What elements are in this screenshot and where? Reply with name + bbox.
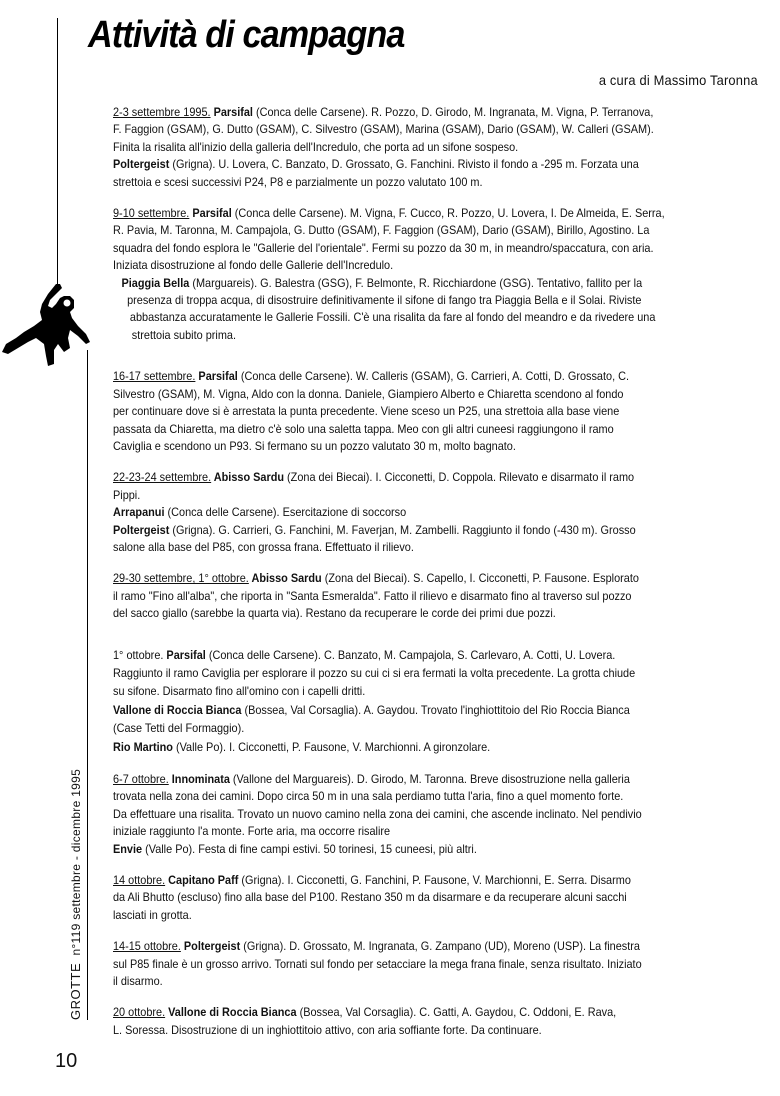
activity-log (113, 104, 763, 1039)
entry-text: (Case Tetti del Formaggio). (113, 722, 245, 736)
entry-text: (Bossea, Val Corsaglia). A. Gaydou. Trovato l'inghiottitoio del Rio Roccia Bianca (241, 703, 630, 717)
entry-2-3-settembre (113, 104, 762, 191)
entry-text: (Vallone del Marguareis). D. Girodo, M. Taronna. Breve disostruzione nella galleria (229, 773, 630, 786)
entry-text: Caviglia e scendono un P93. Si fermano su un pozzo valutato 30 m, molto bagnato. (113, 439, 516, 453)
cave-name: Envie (113, 842, 143, 856)
cave-name: Parsifal (195, 370, 238, 384)
entry-1-ottobre (113, 647, 762, 757)
journal-name: GROTTE (68, 962, 83, 1020)
entry-text: da Ali Bhutto (escluso) fino alla base del P100. Restano 350 m da disarmare e da recuperare alcuni sacchi (113, 891, 627, 905)
entry-date: 29-30 settembre, 1° ottobre. (113, 572, 249, 586)
cave-name: Parsifal (210, 106, 253, 119)
entry-text: L. Soressa. Disostruzione di un inghiottitoio attivo, con aria soffiante forte. Da continuare. (113, 1023, 542, 1037)
cave-name: Poltergeist (180, 940, 241, 954)
cave-name: Vallone di Roccia Bianca (165, 1006, 297, 1020)
entry-22-23-24-settembre (113, 469, 762, 556)
cave-name: Vallone di Roccia Bianca (113, 703, 242, 717)
issue-info: n°119 settembre - dicembre 1995 (69, 768, 83, 956)
entry-text: F. Faggion (GSAM), G. Dutto (GSAM), C. Silvestro (GSAM), Marina (GSAM), Dario (GSAM), W. Calleri (GSAM). (113, 123, 654, 137)
entry-9-10-settembre (113, 205, 762, 344)
entry-16-17-settembre (113, 368, 762, 455)
entry-text: Silvestro (GSAM), M. Vigna, Aldo con la donna. Daniele, Giampiero Alberto e Chiaretta scendono al fondo (113, 387, 624, 401)
entry-text: Da effettuare una risalita. Trovato un nuovo camino nella zona dei camini, che ascende inclinato. Nel pendivio (113, 807, 642, 821)
entry-text: su sifone. Disarmato fino all'omino con i capelli dritti. (113, 685, 366, 699)
page-number: 10 (55, 1050, 78, 1072)
page-title: Attività di campagna (88, 14, 405, 56)
entry-text: lasciati in grotta. (113, 908, 192, 922)
entry-text: Finita la risalita all'inizio della galleria dell'Incredulo, che porta ad un sifone sospeso. (113, 140, 519, 154)
running-head (68, 720, 83, 1020)
entry-text: (Grigna). U. Lovera, C. Banzato, D. Grossato, G. Fanchini. Rivisto il fondo a -295 m. Forzata una (169, 158, 639, 172)
entry-date: 14-15 ottobre. (113, 940, 181, 954)
entry-date: 20 ottobre. (113, 1006, 166, 1020)
entry-date: 14 ottobre. (113, 874, 166, 888)
cave-name: Rio Martino (113, 740, 173, 754)
margin-rule (87, 350, 88, 1020)
entry-14-15-ottobre (113, 938, 762, 990)
entry-text: strettoia subito prima. (131, 328, 236, 342)
entry-text: presenza di troppa acqua, di disostruire definitivamente il sifone di fango tra Piaggia Bella e il Solai. Riviste (127, 294, 642, 308)
cave-name: Arrapanui (113, 506, 165, 520)
entry-text: trovata nella zona dei camini. Dopo circa 50 m in una sala perdiamo tutta l'aria, fino a quel momento forte. (113, 790, 624, 804)
entry-text: (Grigna). G. Carrieri, G. Fanchini, M. Faverjan, M. Zambelli. Raggiunto il fondo (-430 m). Grosso (169, 523, 636, 537)
entry-text: (Grigna). I. Cicconetti, G. Fanchini, P. Fausone, V. Marchionni, E. Serra. Disarmo (238, 874, 631, 888)
entry-date: 16-17 settembre. (113, 370, 196, 384)
entry-text: (Zona dei Biecai). I. Cicconetti, D. Coppola. Rilevato e disarmato il ramo (284, 471, 635, 485)
entry-text: R. Pavia, M. Taronna, M. Campajola, G. Dutto (GSAM), F. Faggion (GSAM), Dario (GSAM), Birillo, Agostino. La (113, 224, 650, 238)
entry-date: 6-7 ottobre. (113, 773, 169, 786)
entry-text: abbastanza accuratamente le Gallerie Fossili. C'è una risalita da fare al fondo del meandro e da rivedere una (129, 311, 656, 325)
entry-text: (Valle Po). I. Cicconetti, P. Fausone, V. Marchionni. A gironzolare. (172, 740, 491, 754)
entry-29-30-settembre (113, 570, 762, 622)
entry-text: il ramo "Fino all'alba", che riporta in "Santa Esmeralda". Fatto il rilievo e disarmato fino al traverso sul pozzo (113, 589, 632, 603)
entry-text: (Conca delle Carsene). C. Banzato, M. Campajola, S. Carlevaro, A. Cotti, U. Lovera. (205, 648, 616, 662)
rope-line (57, 18, 58, 286)
entry-text: strettoia e scesi successivi P24, P8 e parzialmente un pozzo valutato 100 m. (113, 175, 483, 189)
climber-icon (0, 278, 96, 368)
entry-date: 9-10 settembre. (113, 207, 190, 221)
cave-name: Parsifal (163, 648, 206, 662)
cave-name: Capitano Paff (165, 874, 239, 888)
entry-20-ottobre (113, 1004, 762, 1039)
entry-text: squadra del fondo esplora le "Gallerie del l'orientale". Fermi su pozzo da 30 m, in meandro/spaccatura, con aria. (113, 241, 654, 255)
cave-name: Innominata (168, 773, 230, 786)
entry-text: (Conca delle Carsene). M. Vigna, F. Cucco, R. Pozzo, U. Lovera, I. De Almeida, E. Serra, (231, 207, 665, 221)
entry-text: passata da Chiaretta, ma dietro c'è solo una saletta tappa. Meo con gli altri cuneesi raggiungono il ramo (113, 422, 614, 436)
cave-name: Abisso Sardu (211, 471, 285, 485)
entry-text: (Marguareis). G. Balestra (GSG), F. Belmonte, R. Ricchiardone (GSG). Tentativo, fallito per la (189, 276, 643, 290)
entry-text: iniziale raggiunto l'a monte. Forte aria, ma occorre risalire (113, 825, 391, 839)
byline: a cura di Massimo Taronna (598, 72, 758, 88)
entry-text: Pippi. (113, 488, 141, 502)
entry-text: per continuare dove si è arrestata la punta precedente. Viene sceso un P25, una strettoia alla base viene (113, 405, 620, 419)
entry-text: sul P85 finale è un grosso arrivo. Tornati sul fondo per setacciare la mega frana finale, senza risultato. Iniziato (113, 957, 642, 971)
cave-name: Abisso Sardu (248, 572, 322, 586)
entry-text: Raggiunto il ramo Caviglia per esplorare il pozzo su cui ci si era fermati la volta precedente. La grotta chiude (113, 666, 636, 680)
cave-name: Poltergeist (113, 158, 170, 172)
cave-name: Poltergeist (113, 523, 170, 537)
entry-date: 2-3 settembre 1995. (113, 106, 211, 119)
climber-helmet-lamp (64, 300, 71, 307)
entry-text: (Valle Po). Festa di fine campi estivi. 50 torinesi, 15 cuneesi, più altri. (142, 842, 477, 856)
entry-date: 22-23-24 settembre. (113, 471, 212, 485)
climber-silhouette (2, 284, 90, 366)
entry-text: (Conca delle Carsene). W. Calleris (GSAM), G. Carrieri, A. Cotti, D. Grossato, C. (237, 370, 630, 384)
entry-text: Iniziata disostruzione al fondo delle Gallerie dell'Incredulo. (113, 259, 394, 273)
entry-text: il disarmo. (113, 975, 163, 989)
entry-text: (Zona del Biecai). S. Capello, I. Cicconetti, P. Fausone. Esplorato (321, 572, 639, 586)
entry-text: (Bossea, Val Corsaglia). C. Gatti, A. Gaydou, C. Oddoni, E. Rava, (296, 1006, 617, 1020)
entry-14-ottobre (113, 872, 762, 924)
entry-text: (Grigna). D. Grossato, M. Ingranata, G. Zampano (UD), Moreno (USP). La finestra (240, 940, 640, 954)
entry-6-7-ottobre (113, 771, 762, 858)
entry-date: 1° ottobre. (113, 648, 164, 662)
entry-text: salone alla base del P85, con grossa frana. Effettuato il rilievo. (113, 540, 414, 554)
entry-text: (Conca delle Carsene). Esercitazione di soccorso (164, 506, 407, 520)
cave-name: Parsifal (189, 207, 232, 221)
cave-name: Piaggia Bella (121, 276, 190, 290)
entry-text: (Conca delle Carsene). R. Pozzo, D. Girodo, M. Ingranata, M. Vigna, P. Terranova, (252, 106, 654, 119)
entry-text: del sacco giallo (sarebbe la quarta via). Restano da recuperare le corde dei primi due pozzi. (113, 607, 556, 621)
